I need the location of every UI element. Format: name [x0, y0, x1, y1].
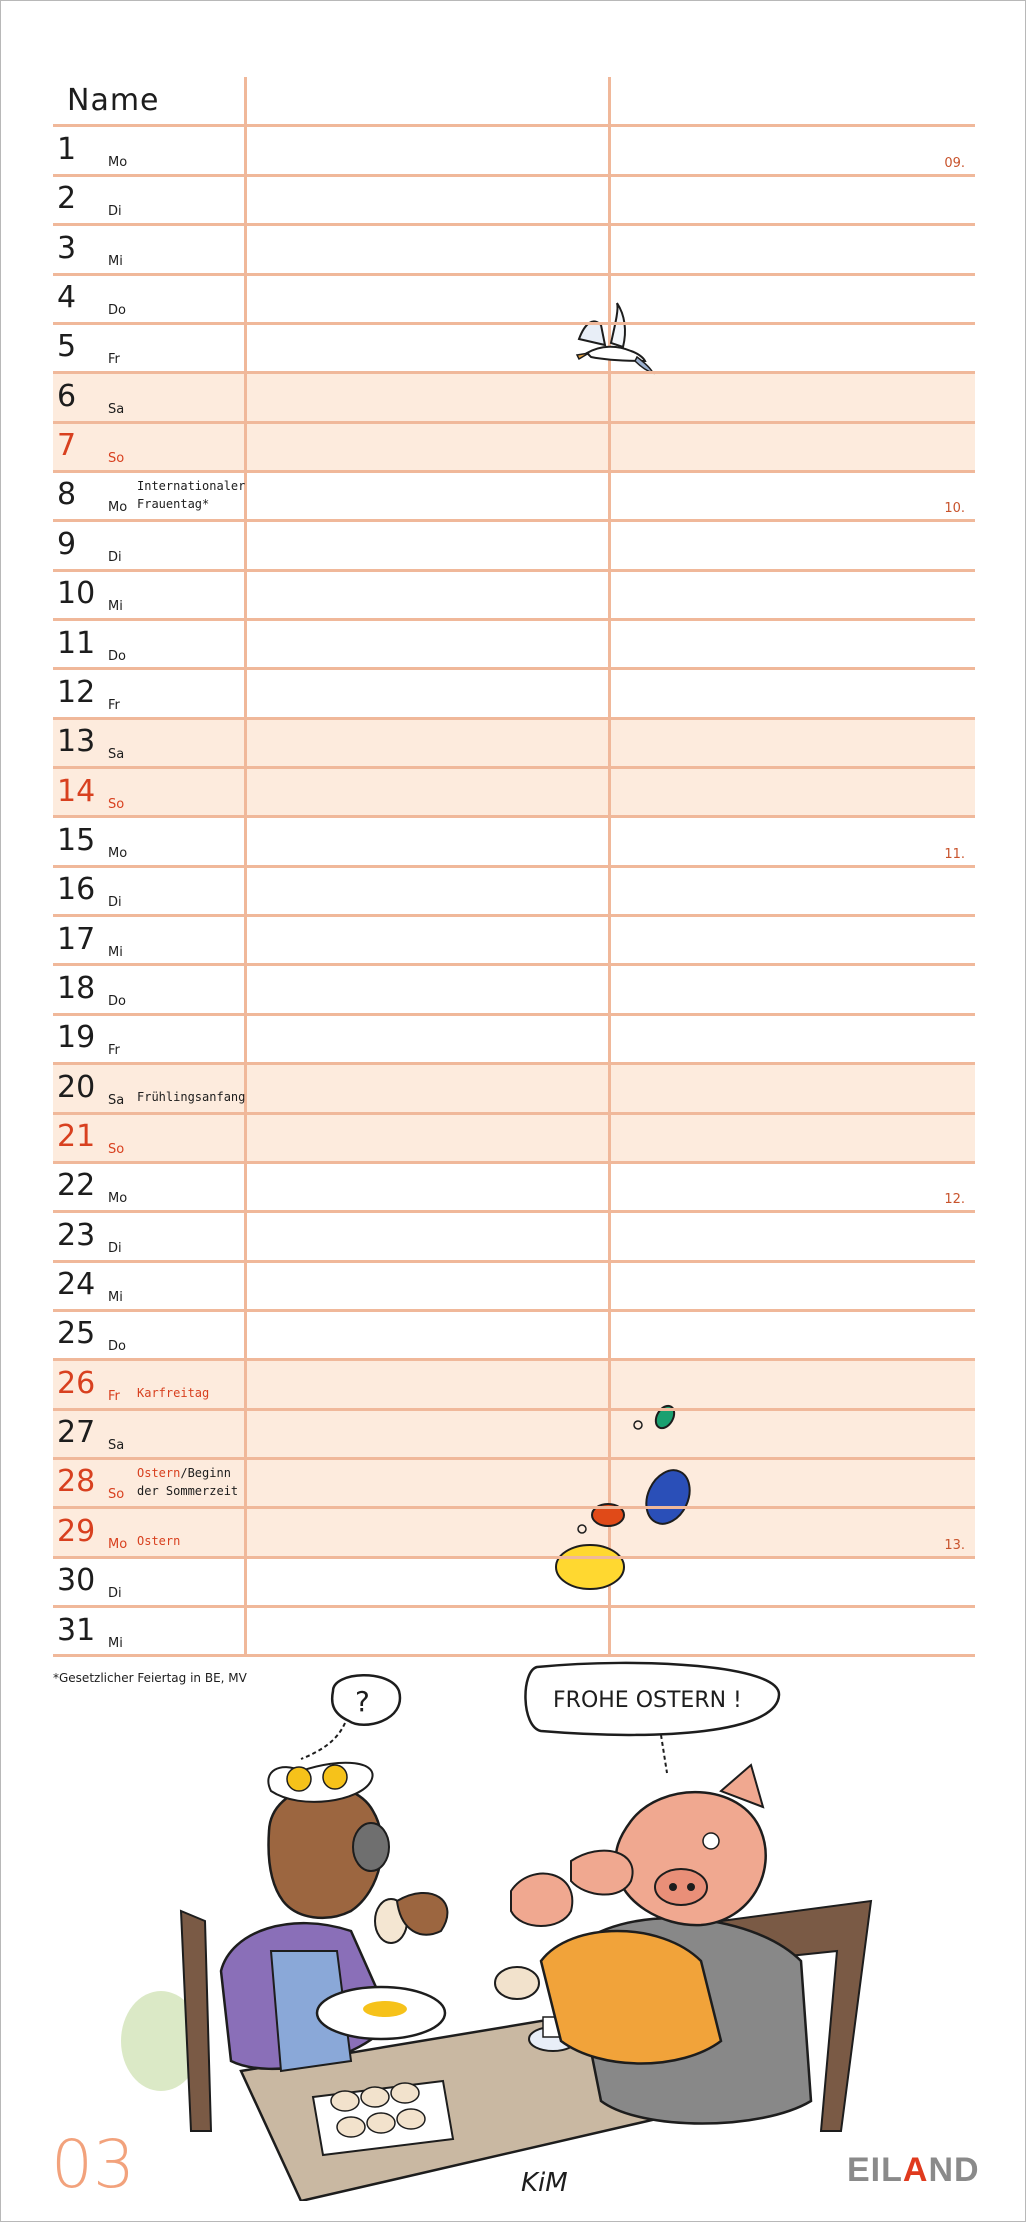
row-divider	[53, 667, 975, 670]
day-number: 11	[57, 625, 96, 661]
day-number: 4	[57, 280, 77, 316]
row-divider	[53, 470, 975, 473]
holiday-footnote: *Gesetzlicher Feiertag in BE, MV	[53, 1671, 247, 1685]
day-row	[53, 817, 975, 866]
weekday-label: Sa	[108, 747, 125, 763]
row-divider	[53, 569, 975, 572]
day-row	[53, 1212, 975, 1261]
weekday-label: So	[108, 451, 125, 467]
day-number: 23	[57, 1217, 96, 1253]
row-divider	[53, 1210, 975, 1213]
weekday-label: Sa	[108, 1092, 125, 1108]
day-number: 25	[57, 1316, 96, 1352]
weekday-label: Do	[108, 303, 126, 319]
greeting-bubble-text: FROHE OSTERN !	[553, 1688, 742, 1713]
weekday-label: Mi	[108, 1290, 123, 1306]
day-row	[53, 768, 975, 817]
calendar-week-number: 10.	[944, 501, 965, 517]
row-divider	[53, 1161, 975, 1164]
day-row	[53, 1310, 975, 1359]
row-divider	[53, 1013, 975, 1016]
weekday-label: Sa	[108, 1438, 125, 1454]
calendar-week-number: 12.	[944, 1192, 965, 1208]
row-divider	[53, 1062, 975, 1065]
day-row	[53, 1113, 975, 1162]
weekday-label: So	[108, 1142, 125, 1157]
day-row	[53, 274, 975, 323]
weekday-label: Mo	[108, 845, 128, 861]
weekday-label: Mi	[108, 599, 123, 615]
weekday-label: Mo	[108, 1536, 128, 1552]
day-row	[53, 1508, 975, 1557]
row-divider	[53, 1309, 975, 1312]
day-number: 1	[57, 132, 77, 167]
publisher-logo-text: EILAND	[847, 2151, 980, 2189]
publisher-logo	[847, 2151, 980, 2190]
day-number: 9	[57, 526, 77, 562]
day-row	[53, 965, 975, 1014]
seagull-illustration	[571, 301, 661, 381]
weekday-label: Di	[108, 549, 122, 565]
day-row	[53, 916, 975, 965]
day-row	[53, 718, 975, 767]
weekday-label: So	[108, 1487, 125, 1503]
day-number: 16	[57, 872, 96, 908]
weekday-label: Mo	[108, 155, 128, 170]
weekday-label: Sa	[108, 401, 125, 417]
row-divider	[53, 322, 975, 325]
day-number: 22	[57, 1168, 96, 1204]
weekday-label: Do	[108, 1339, 126, 1355]
row-divider	[53, 371, 975, 374]
row-divider	[53, 717, 975, 720]
day-number: 2	[57, 181, 77, 217]
easter-breakfast-cartoon	[101, 1661, 921, 2201]
floating-eggs-illustration	[546, 1401, 706, 1601]
day-number: 13	[57, 724, 96, 760]
name-column-header: Name	[67, 83, 160, 118]
day-row	[53, 225, 975, 274]
weekday-label: Fr	[108, 1043, 120, 1059]
row-divider	[53, 618, 975, 621]
calendar-week-number: 11.	[944, 846, 965, 862]
day-row	[53, 1607, 975, 1656]
row-divider	[53, 1457, 975, 1460]
weekday-label: Mo	[108, 1191, 128, 1207]
row-divider	[53, 519, 975, 522]
weekday-label: Mi	[108, 253, 123, 269]
day-number: 31	[57, 1612, 96, 1648]
weekday-label: Do	[108, 993, 126, 1009]
day-number: 3	[57, 230, 77, 266]
weekday-label: Mi	[108, 944, 123, 960]
row-divider	[53, 865, 975, 868]
calendar-week-number: 13.	[944, 1537, 965, 1553]
weekday-label: So	[108, 796, 125, 812]
day-number: 12	[57, 674, 96, 710]
row-divider	[53, 963, 975, 966]
row-divider	[53, 1112, 975, 1115]
row-divider	[53, 1654, 975, 1657]
day-row	[53, 521, 975, 570]
weekday-label: Di	[108, 895, 122, 911]
day-number: 26	[57, 1365, 96, 1401]
row-divider	[53, 1556, 975, 1559]
weekday-label: Di	[108, 204, 122, 220]
question-bubble-text: ?	[355, 1685, 370, 1718]
day-row	[53, 570, 975, 619]
day-row	[53, 1557, 975, 1606]
day-row	[53, 373, 975, 422]
row-divider	[53, 1408, 975, 1411]
day-number: 17	[57, 921, 96, 957]
day-row	[53, 175, 975, 224]
day-number: 18	[57, 970, 96, 1006]
day-number: 14	[57, 773, 96, 809]
row-divider	[53, 914, 975, 917]
artist-signature: KiM	[521, 2168, 568, 2198]
day-number: 24	[57, 1267, 96, 1303]
day-number: 6	[57, 378, 77, 414]
day-note: Karfreitag	[137, 1385, 210, 1400]
row-divider	[53, 273, 975, 276]
weekday-label: Mi	[108, 1635, 123, 1651]
month-number: 03	[51, 2126, 135, 2203]
day-row	[53, 669, 975, 718]
weekday-label: Di	[108, 1240, 122, 1256]
day-number: 8	[57, 477, 77, 513]
day-number: 15	[57, 822, 96, 858]
day-row	[53, 1261, 975, 1310]
day-number: 19	[57, 1020, 96, 1056]
day-row	[53, 620, 975, 669]
day-number: 5	[57, 329, 77, 365]
weekday-label: Fr	[108, 1388, 120, 1404]
day-number: 21	[57, 1119, 96, 1154]
day-row	[53, 422, 975, 471]
calendar-week-number: 09.	[944, 156, 965, 171]
weekday-label: Fr	[108, 352, 120, 368]
day-row	[53, 126, 975, 175]
day-number: 30	[57, 1563, 96, 1599]
day-number: 20	[57, 1069, 96, 1105]
day-row	[53, 1409, 975, 1458]
day-row	[53, 323, 975, 372]
day-number: 7	[57, 428, 77, 464]
row-divider	[53, 174, 975, 177]
day-note: Ostern/Beginn der Sommerzeit	[137, 1466, 239, 1499]
day-number: 29	[57, 1513, 96, 1549]
day-number: 10	[57, 576, 96, 612]
row-divider	[53, 1605, 975, 1608]
day-row	[53, 866, 975, 915]
day-note: Frühlingsanfang	[137, 1089, 246, 1104]
day-row	[53, 1014, 975, 1063]
row-divider	[53, 815, 975, 818]
day-number: 27	[57, 1415, 96, 1451]
day-row	[53, 1162, 975, 1211]
day-note: Ostern	[137, 1533, 181, 1548]
row-divider	[53, 1358, 975, 1361]
row-divider	[53, 421, 975, 424]
weekday-label: Di	[108, 1586, 122, 1602]
weekday-label: Fr	[108, 697, 120, 713]
row-divider	[53, 223, 975, 226]
weekday-label: Do	[108, 648, 126, 664]
day-note: Internationaler Frauentag*	[137, 479, 246, 512]
row-divider	[53, 1260, 975, 1263]
header-line	[53, 124, 975, 127]
day-number: 28	[57, 1464, 96, 1500]
weekday-label: Mo	[108, 500, 128, 516]
row-divider	[53, 766, 975, 769]
row-divider	[53, 1506, 975, 1509]
